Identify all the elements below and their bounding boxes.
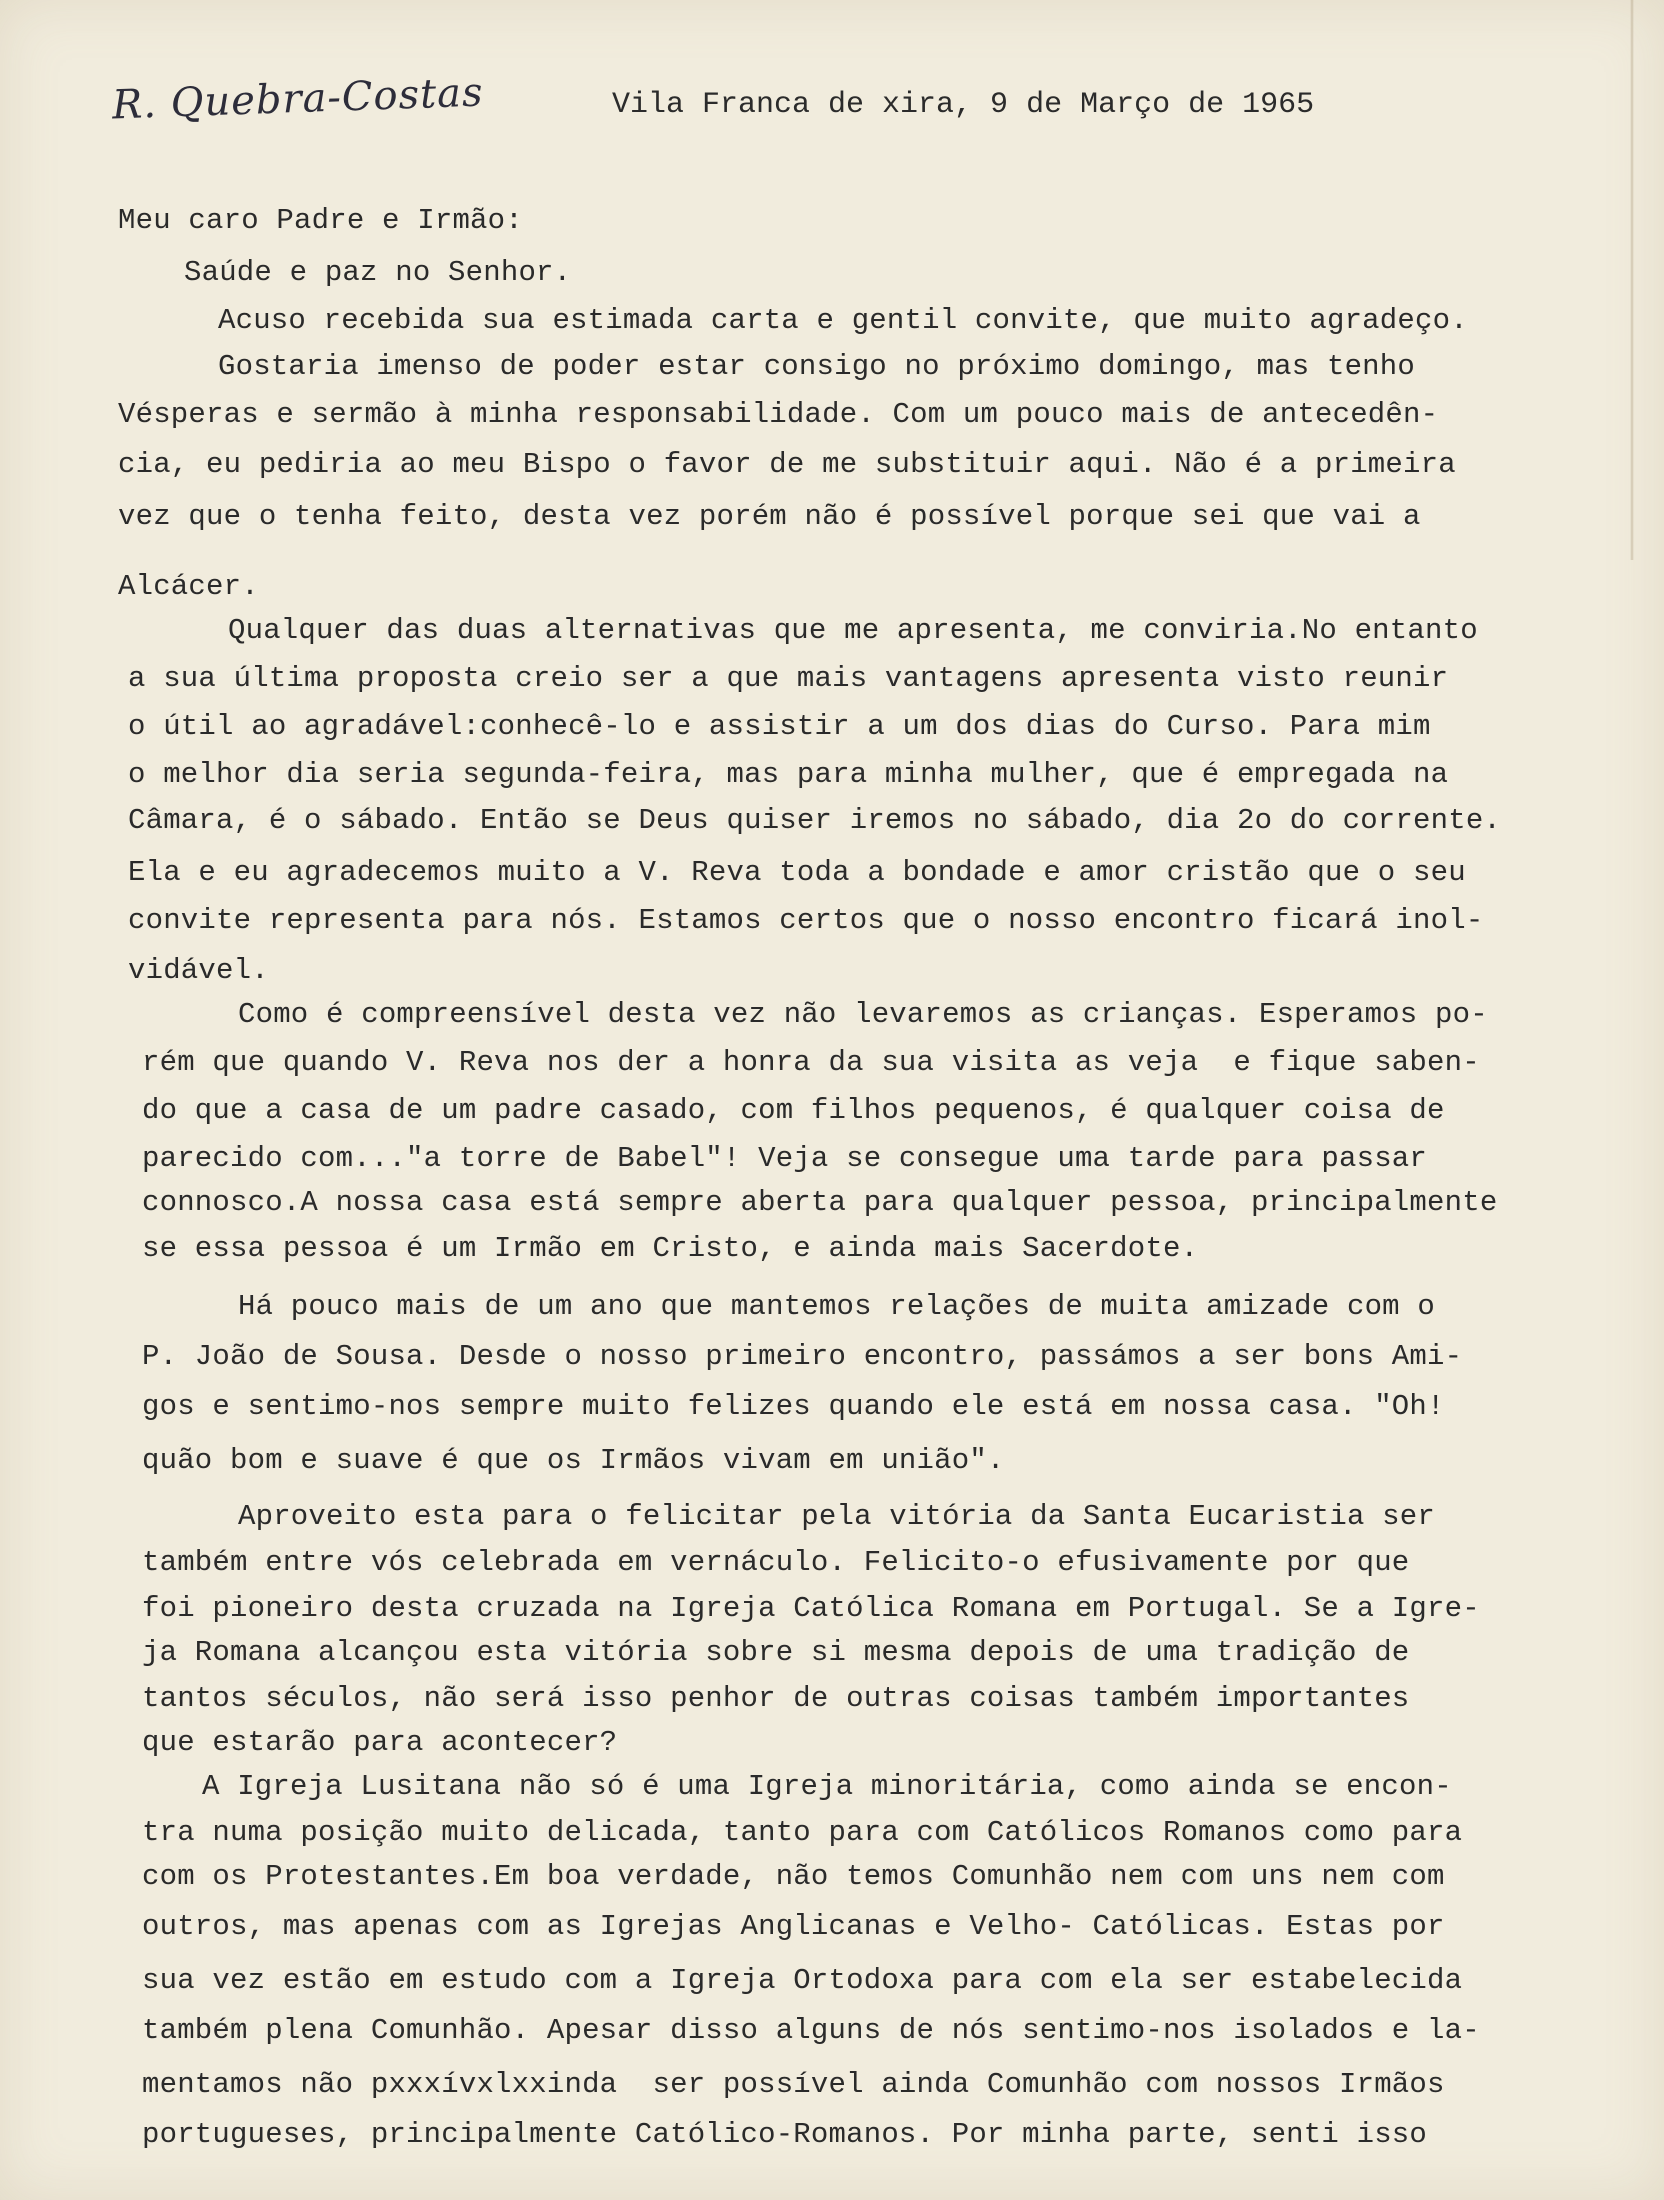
letter-line: se essa pessoa é um Irmão em Cristo, e ainda mais Sacerdote. [142, 1232, 1199, 1265]
letter-line: Gostaria imenso de poder estar consigo no próximo domingo, mas tenho [218, 350, 1415, 383]
letter-line: vez que o tenha feito, desta vez porém não é possível porque sei que vai a [118, 500, 1421, 533]
letter-line: Há pouco mais de um ano que mantemos relações de muita amizade com o [238, 1290, 1435, 1323]
letter-line: sua vez estão em estudo com a Igreja Ortodoxa para com ela ser estabelecida [142, 1964, 1463, 1997]
letter-line: Como é compreensível desta vez não levaremos as crianças. Esperamos po- [238, 998, 1488, 1031]
letter-line: outros, mas apenas com as Igrejas Anglicanas e Velho- Católicas. Estas por [142, 1910, 1445, 1943]
letter-line: do que a casa de um padre casado, com filhos pequenos, é qualquer coisa de [142, 1094, 1445, 1127]
letter-line: A Igreja Lusitana não só é uma Igreja minoritária, como ainda se encon- [202, 1770, 1452, 1803]
letter-line: também entre vós celebrada em vernáculo. Felicito-o efusivamente por que [142, 1546, 1410, 1579]
letter-line: Ela e eu agradecemos muito a V. Reva toda a bondade e amor cristão que o seu [128, 856, 1466, 889]
letter-line: Câmara, é o sábado. Então se Deus quiser iremos no sábado, dia 2o do corrente. [128, 804, 1502, 837]
letter-line: tra numa posição muito delicada, tanto para com Católicos Romanos como para [142, 1816, 1463, 1849]
letter-line: também plena Comunhão. Apesar disso alguns de nós sentimo-nos isolados e la- [142, 2014, 1480, 2047]
letter-line: rém que quando V. Reva nos der a honra da sua visita as veja e fique saben- [142, 1046, 1480, 1079]
letter-line: Acuso recebida sua estimada carta e gentil convite, que muito agradeço. [218, 304, 1468, 337]
letter-line: gos e sentimo-nos sempre muito felizes quando ele está em nossa casa. "Oh! [142, 1390, 1445, 1423]
letter-line: Qualquer das duas alternativas que me apresenta, me conviria.No entanto [228, 614, 1478, 647]
letter-line: com os Protestantes.Em boa verdade, não temos Comunhão nem com uns nem com [142, 1860, 1445, 1893]
letter-line: o útil ao agradável:conhecê-lo e assistir a um dos dias do Curso. Para mim [128, 710, 1431, 743]
letter-line: Saúde e paz no Senhor. [184, 256, 572, 289]
letter-line: que estarão para acontecer? [142, 1726, 618, 1759]
letter-dateline: Vila Franca de xira, 9 de Março de 1965 [612, 88, 1315, 122]
letter-line: cia, eu pediria ao meu Bispo o favor de me substituir aqui. Não é a primeira [118, 448, 1456, 481]
paper-crease [1630, 0, 1634, 560]
letter-line: o melhor dia seria segunda-feira, mas para minha mulher, que é empregada na [128, 758, 1449, 791]
letter-line: connosco.A nossa casa está sempre aberta para qualquer pessoa, principalmente [142, 1186, 1498, 1219]
letter-line: a sua última proposta creio ser a que mais vantagens apresenta visto reunir [128, 662, 1449, 695]
letter-line: parecido com..."a torre de Babel"! Veja se consegue uma tarde para passar [142, 1142, 1428, 1175]
letter-line: foi pioneiro desta cruzada na Igreja Católica Romana em Portugal. Se a Igre- [142, 1592, 1480, 1625]
letter-line: Alcácer. [118, 570, 259, 603]
letter-line: Aproveito esta para o felicitar pela vitória da Santa Eucaristia ser [238, 1500, 1435, 1533]
letter-line: P. João de Sousa. Desde o nosso primeiro encontro, passámos a ser bons Ami- [142, 1340, 1463, 1373]
letter-line: Vésperas e sermão à minha responsabilidade. Com um pouco mais de antecedên- [118, 398, 1439, 431]
letter-line: tantos séculos, não será isso penhor de outras coisas também importantes [142, 1682, 1410, 1715]
letter-line: mentamos não pxxxívxlxxinda ser possível ainda Comunhão com nossos Irmãos [142, 2068, 1445, 2101]
letter-line: vidável. [128, 954, 269, 987]
letter-line: convite representa para nós. Estamos certos que o nosso encontro ficará inol- [128, 904, 1484, 937]
handwritten-annotation: R. Quebra-Costas [111, 69, 485, 129]
letter-line: portugueses, principalmente Católico-Romanos. Por minha parte, senti isso [142, 2118, 1428, 2151]
letter-salutation: Meu caro Padre e Irmão: [118, 204, 523, 237]
letter-line: ja Romana alcançou esta vitória sobre si mesma depois de uma tradição de [142, 1636, 1410, 1669]
letter-line: quão bom e suave é que os Irmãos vivam em união". [142, 1444, 1005, 1477]
